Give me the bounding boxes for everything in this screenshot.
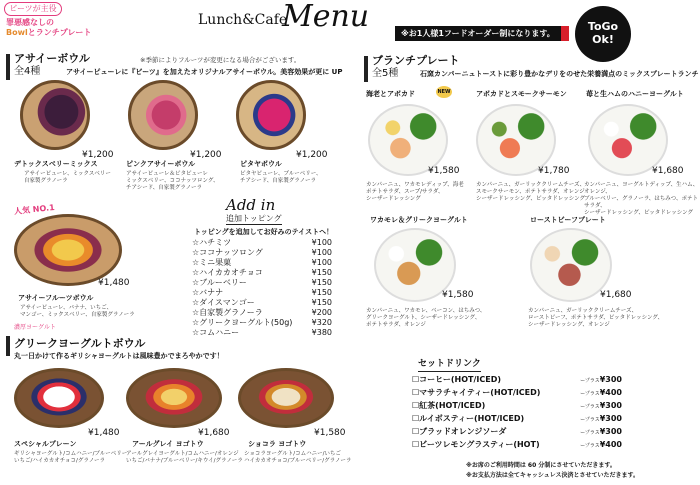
drink-row: ☐ビーツレモングラスティー(HOT) ープラス¥400 (412, 440, 622, 449)
plate-wakamole-desc: カンパーニュ、ワカモレ、ベーコン、はちみつ、 グリークヨーグルト、シーザードレッシング、 ポテトサラダ、オレンジ (366, 308, 486, 328)
drink-row: ☐ルイボスティー(HOT/ICED) ープラス¥300 (412, 414, 622, 423)
acai-bowl-pitaya-image (236, 80, 306, 150)
greek-special-desc: ギリシャヨーグルト/コムハニー/ブルーベリー いちご/ハイカカオチョコ/グラノーラ (14, 451, 128, 464)
new-badge: NEW (436, 86, 452, 98)
plate-ichigo-price: ¥1,680 (652, 166, 684, 176)
plate-ichigo-desc: カンパーニュ、ヨーグルトディップ、生ハム、オレンジ、 ブルーベリー、グラノーラ、はちみつ、ポテトサラダ、 シーザードレッシング、ピッタドレッシング (584, 182, 699, 216)
popular-no1-badge: 人気 NO.1 (13, 202, 56, 217)
plate-salmon-label: アボカドとスモークサーモン (476, 90, 567, 98)
addin-row: ☆ココナッツロング ¥100 (192, 248, 332, 257)
tagline-sub: 罪悪感なしの Bowlとランチプレート (6, 18, 92, 37)
acai-bowl-pink-image (128, 80, 198, 150)
addin-row: ☆ハイカカオチョコ ¥150 (192, 268, 332, 277)
greek-section-bar (6, 336, 10, 356)
plate-ebi-label: 海老とアボカド (366, 90, 415, 98)
acai-detox-name: デトックスベリーミックス (14, 160, 98, 168)
drink-row: ☐マサラチャイティー(HOT/ICED) ープラス¥400 (412, 388, 622, 397)
drink-row: ☐コーヒー(HOT/ICED) ープラス¥300 (412, 375, 622, 384)
acai-fruit-price: ¥1,480 (98, 278, 130, 288)
greek-intro: 丸一日かけて作るギリシャヨーグルトは風味豊かでまろやかです！ (14, 352, 224, 360)
plate-ebi-price: ¥1,580 (428, 166, 460, 176)
greek-chocolat-desc: ショコラヨーグルト/コムハニー/いちご ハイカカオチョコ/ブルーベリー/グラノーラ (244, 451, 352, 464)
addin-row: ☆ダイスマンゴー ¥150 (192, 298, 332, 307)
plate-salmon-price: ¥1,780 (538, 166, 570, 176)
greek-earlgrey-image (126, 368, 222, 428)
acai-detox-price: ¥1,200 (82, 150, 114, 160)
greek-special-name: スペシャルプレーン (14, 440, 77, 448)
brunch-intro: 石窯カンパーニュトーストに彩り豊かなデリをのせた栄養満点のミックスプレートランチ (420, 70, 699, 78)
togo-badge: ToGo Ok! (575, 6, 631, 62)
greek-chocolat-image (238, 368, 334, 428)
greek-special-image (14, 368, 104, 428)
acai-intro: アサイーピューレに『ビーツ』を加えたオリジナルアサイーボウル。美容効果が更に UP (66, 68, 343, 76)
greek-section-title: グリークヨーグルトボウル (14, 337, 146, 350)
plate-roastbeef-desc: カンパーニュ、ガーリッククリームチーズ、 ローストビーフ、ポテトサラダ、ピッタドレッシング、 シーザードレッシング、オレンジ (528, 308, 664, 328)
drink-row: ☐ブラッドオレンジソーダ ープラス¥300 (412, 427, 622, 436)
drinks-title: セットドリンク (418, 358, 481, 372)
acai-detox-desc: アサイーピューレ、ミックスベリー 自家製グラノーラ (24, 171, 111, 184)
addin-intro: トッピングを追加してお好みのテイストへ！ (194, 228, 334, 236)
acai-fruit-name: アサイーフルーツボウル (18, 294, 94, 302)
greek-earlgrey-desc: アールグレイヨーグルト/コムハニー/オレンジ いちご/バナナ/ブルーベリー/キウイ/グラノーラ (126, 451, 243, 464)
drink-row: ☐紅茶(HOT/ICED) ープラス¥300 (412, 401, 622, 410)
acai-pink-desc: アサイーピューレ＆ビタピューレ ミックスベリー、ココナッツロング、 チアシード、自家製グラノーラ (126, 171, 219, 191)
greek-chocolat-price: ¥1,580 (314, 428, 346, 438)
addin-row: ☆ブルーベリー ¥150 (192, 278, 332, 287)
brunch-section-title: ブランチプレート (372, 54, 460, 67)
footer-note-time: ※お席のご利用時間は 60 分制にさせていただきます。 (466, 462, 616, 469)
acai-fruit-desc: アサイーピューレ、バナナ、いちご、 マンゴー、ミックスベリー、自家製グラノーラ (20, 305, 135, 318)
greek-chocolat-name: ショコラ ヨゴトウ (248, 440, 307, 448)
plate-roastbeef-price: ¥1,680 (600, 290, 632, 300)
plate-wakamole-price: ¥1,580 (442, 290, 474, 300)
plate-wakamole-label: ワカモレ＆グリークヨーグルト (370, 216, 468, 224)
acai-pitaya-price: ¥1,200 (296, 150, 328, 160)
brunch-count: 全5種 (372, 68, 399, 79)
order-policy-banner: ※お1人様1フードオーダー制になります。 (395, 26, 569, 41)
addin-row: ☆コムハニー ¥380 (192, 328, 332, 337)
greek-earlgrey-price: ¥1,680 (198, 428, 230, 438)
brunch-section-bar (364, 56, 368, 82)
addin-row: ☆自家製グラノーラ ¥200 (192, 308, 332, 317)
addin-row: ☆ミニ果菓 ¥100 (192, 258, 332, 267)
greek-special-price: ¥1,480 (88, 428, 120, 438)
plate-roastbeef-label: ローストビーフプレート (530, 216, 606, 224)
tagline-badge: ビーツが主役 (4, 2, 62, 16)
plate-ebi-desc: カンパーニュ、ワカモレディップ、海老 ポテトサラダ、スープ/サラダ、 シーザードレッシング (366, 182, 464, 202)
plate-ichigo-label: 苺と生ハムのハニーヨーグルト (586, 90, 684, 98)
acai-section-title: アサイーボウル (14, 52, 90, 65)
acai-pink-price: ¥1,200 (190, 150, 222, 160)
addin-row: ☆ハチミツ ¥100 (192, 238, 332, 247)
addin-row: ☆バナナ ¥150 (192, 288, 332, 297)
acai-pitaya-desc: ピタヤピューレ、ブルーベリー、 チアシード、自家製グラノーラ (240, 171, 322, 184)
addin-subtitle: 追加トッピング (226, 214, 282, 223)
addin-list (192, 238, 332, 338)
brand-lunch-cafe: Lunch&Cafe (198, 12, 288, 28)
acai-note: ※季節によりフルーツが変更になる場合がございます。 (140, 56, 301, 64)
greek-earlgrey-name: アールグレイ ヨゴトウ (132, 440, 204, 448)
acai-bowl-detox-image (20, 80, 90, 150)
greek-pink-label: 濃厚ヨーグルト (14, 324, 56, 331)
brand-menu-title: Menu (282, 0, 370, 34)
plate-salmon-desc: カンパーニュ、ガーリッククリームチーズ、 スモークサーモン、ポテトサラダ、オレンジ シーザードレッシング、ピッタドレッシング (476, 182, 586, 202)
acai-fruit-bowl-image (14, 214, 122, 286)
acai-count: 全4種 (14, 66, 41, 77)
acai-pitaya-name: ピタヤボウル (240, 160, 282, 168)
addin-title: Add in (226, 196, 276, 214)
addin-row: ☆グリークヨーグルト(50g) ¥320 (192, 318, 332, 327)
acai-section-bar (6, 54, 10, 80)
footer-note-payment: ※お支払方法は全てキャッシュレス決済とさせていただきます。 (466, 472, 640, 479)
acai-pink-name: ピンクアサイーボウル (126, 160, 196, 168)
drinks-list (412, 374, 622, 452)
